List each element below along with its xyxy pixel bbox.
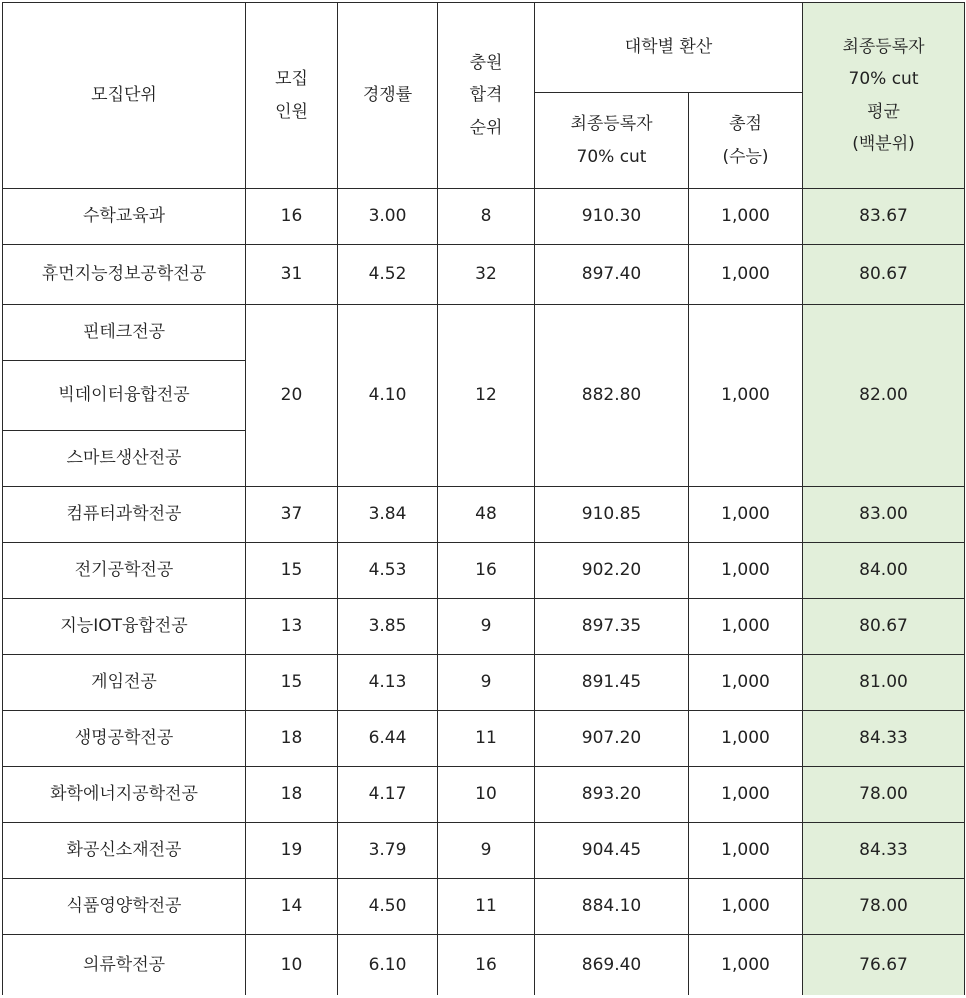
cell-unit: 의류학전공 <box>3 935 246 995</box>
header-cut: 최종등록자 70% cut <box>535 93 689 189</box>
cell-quota: 16 <box>246 189 338 245</box>
cell-competition: 6.10 <box>338 935 438 995</box>
cell-total: 1,000 <box>689 305 803 487</box>
cell-final: 84.33 <box>803 823 965 879</box>
cell-total: 1,000 <box>689 543 803 599</box>
cell-rank: 16 <box>438 935 535 995</box>
table-row <box>3 487 965 543</box>
cell-unit: 전기공학전공 <box>3 543 246 599</box>
cell-quota: 37 <box>246 487 338 543</box>
cell-unit: 수학교육과 <box>3 189 246 245</box>
cell-rank: 16 <box>438 543 535 599</box>
cell-competition: 4.13 <box>338 655 438 711</box>
cell-total: 1,000 <box>689 487 803 543</box>
cell-total: 1,000 <box>689 879 803 935</box>
header-row-1 <box>3 3 965 93</box>
cell-total: 1,000 <box>689 189 803 245</box>
cell-cut: 897.40 <box>535 245 689 305</box>
cell-unit: 생명공학전공 <box>3 711 246 767</box>
cell-unit: 스마트생산전공 <box>3 431 246 487</box>
cell-competition: 4.53 <box>338 543 438 599</box>
table-row <box>3 655 965 711</box>
cell-rank: 9 <box>438 655 535 711</box>
cell-competition: 3.85 <box>338 599 438 655</box>
cell-total: 1,000 <box>689 245 803 305</box>
cell-unit: 빅데이터융합전공 <box>3 361 246 431</box>
header-rank: 충원 합격 순위 <box>438 3 535 189</box>
table-row <box>3 189 965 245</box>
cell-competition: 4.52 <box>338 245 438 305</box>
cell-unit: 게임전공 <box>3 655 246 711</box>
cell-final: 76.67 <box>803 935 965 995</box>
cell-final: 83.67 <box>803 189 965 245</box>
header-competition: 경쟁률 <box>338 3 438 189</box>
cell-unit: 휴먼지능정보공학전공 <box>3 245 246 305</box>
cell-quota: 14 <box>246 879 338 935</box>
cell-final: 78.00 <box>803 767 965 823</box>
cell-total: 1,000 <box>689 767 803 823</box>
header-quota: 모집 인원 <box>246 3 338 189</box>
cell-rank: 10 <box>438 767 535 823</box>
cell-cut: 910.85 <box>535 487 689 543</box>
cell-final: 83.00 <box>803 487 965 543</box>
cell-quota: 19 <box>246 823 338 879</box>
table-row <box>3 879 965 935</box>
cell-cut: 907.20 <box>535 711 689 767</box>
cell-cut: 902.20 <box>535 543 689 599</box>
cell-unit: 화공신소재전공 <box>3 823 246 879</box>
cell-final: 80.67 <box>803 245 965 305</box>
cell-competition: 4.50 <box>338 879 438 935</box>
cell-quota: 15 <box>246 655 338 711</box>
cell-rank: 11 <box>438 711 535 767</box>
cell-cut: 910.30 <box>535 189 689 245</box>
table-row <box>3 543 965 599</box>
cell-unit: 식품영양학전공 <box>3 879 246 935</box>
cell-cut: 904.45 <box>535 823 689 879</box>
cell-final: 82.00 <box>803 305 965 487</box>
cell-final: 84.33 <box>803 711 965 767</box>
table-row <box>3 711 965 767</box>
cell-quota: 15 <box>246 543 338 599</box>
cell-final: 80.67 <box>803 599 965 655</box>
cell-rank: 48 <box>438 487 535 543</box>
cell-rank: 32 <box>438 245 535 305</box>
cell-total: 1,000 <box>689 599 803 655</box>
cell-final: 84.00 <box>803 543 965 599</box>
cell-cut: 869.40 <box>535 935 689 995</box>
cell-total: 1,000 <box>689 655 803 711</box>
cell-competition: 6.44 <box>338 711 438 767</box>
cell-cut: 891.45 <box>535 655 689 711</box>
cell-cut: 882.80 <box>535 305 689 487</box>
cell-quota: 20 <box>246 305 338 487</box>
cell-total: 1,000 <box>689 823 803 879</box>
cell-quota: 10 <box>246 935 338 995</box>
table-row <box>3 767 965 823</box>
cell-competition: 3.00 <box>338 189 438 245</box>
header-final: 최종등록자 70% cut 평균 (백분위) <box>803 3 965 189</box>
cell-total: 1,000 <box>689 935 803 995</box>
cell-unit: 지능IOT융합전공 <box>3 599 246 655</box>
table-row-merged <box>3 305 965 361</box>
cell-cut: 884.10 <box>535 879 689 935</box>
table-row <box>3 823 965 879</box>
cell-competition: 3.79 <box>338 823 438 879</box>
cell-final: 78.00 <box>803 879 965 935</box>
cell-unit: 화학에너지공학전공 <box>3 767 246 823</box>
table-row <box>3 935 965 995</box>
cell-quota: 18 <box>246 767 338 823</box>
cell-rank: 11 <box>438 879 535 935</box>
cell-rank: 12 <box>438 305 535 487</box>
cell-rank: 8 <box>438 189 535 245</box>
cell-competition: 4.17 <box>338 767 438 823</box>
header-total: 총점 (수능) <box>689 93 803 189</box>
cell-rank: 9 <box>438 823 535 879</box>
admissions-table <box>2 2 965 995</box>
header-converted: 대학별 환산 <box>535 3 803 93</box>
cell-rank: 9 <box>438 599 535 655</box>
cell-quota: 18 <box>246 711 338 767</box>
cell-quota: 31 <box>246 245 338 305</box>
table-row <box>3 599 965 655</box>
cell-cut: 897.35 <box>535 599 689 655</box>
cell-unit: 컴퓨터과학전공 <box>3 487 246 543</box>
cell-quota: 13 <box>246 599 338 655</box>
table-row <box>3 245 965 305</box>
cell-unit: 핀테크전공 <box>3 305 246 361</box>
cell-competition: 4.10 <box>338 305 438 487</box>
header-unit: 모집단위 <box>3 3 246 189</box>
cell-competition: 3.84 <box>338 487 438 543</box>
cell-cut: 893.20 <box>535 767 689 823</box>
cell-final: 81.00 <box>803 655 965 711</box>
cell-total: 1,000 <box>689 711 803 767</box>
